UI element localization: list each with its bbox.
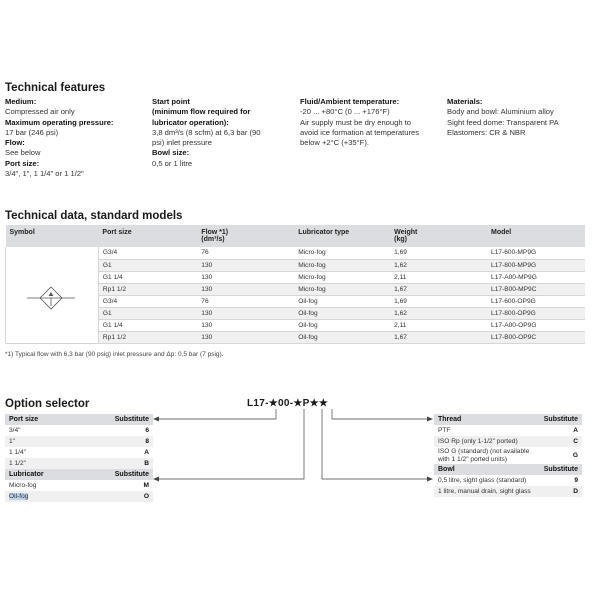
flow-cell: 76 xyxy=(197,247,294,259)
port-size-cell: Rp1 1/2 xyxy=(98,283,197,295)
header-flow-line2: (dm³/s) xyxy=(201,236,225,243)
weight-cell: 1,69 xyxy=(390,295,487,307)
bowl-connector xyxy=(322,409,428,479)
weight-cell: 2,11 xyxy=(390,271,487,283)
lubricator-type-cell: Oil-fog xyxy=(294,319,390,331)
lubricator-type-cell: Oil-fog xyxy=(294,307,390,319)
weight-cell: 1,69 xyxy=(390,247,487,259)
lubricator-connector xyxy=(158,409,304,479)
feature-text: 0,5 or 1 litre xyxy=(152,158,193,168)
flow-cell: 130 xyxy=(197,271,294,283)
thread-option: PTF xyxy=(438,427,451,434)
substitute-code: B xyxy=(105,458,153,469)
port-size-cell: G1 xyxy=(98,307,197,319)
arrowhead-left xyxy=(153,417,159,422)
bowl-option: 0,5 litre, sight glass (standard) xyxy=(438,477,527,484)
feature-text: 3,8 dm³/s (8 scfm) at 6,3 bar (90 xyxy=(152,127,261,137)
weight-cell: 2,11 xyxy=(390,319,487,331)
substitute-code: C xyxy=(540,436,582,447)
header-model: Model xyxy=(487,225,585,247)
table-body xyxy=(6,247,586,343)
header-flow-line1: Flow *1) xyxy=(201,229,229,236)
thread-option-line1: ISO G (standard) (not available xyxy=(438,448,530,455)
feature-text: Elastomers: CR & NBR xyxy=(447,127,526,137)
feature-label: Bowl size: xyxy=(152,148,190,158)
feature-text: psi) inlet pressure xyxy=(152,138,212,148)
weight-cell: 1,67 xyxy=(390,331,487,343)
bowl-option: 1 litre, manual drain, sight glass xyxy=(434,486,540,497)
flow-cell: 130 xyxy=(197,331,294,343)
lubricator-header xyxy=(5,469,153,480)
selected-text-highlight: Oil-fog xyxy=(9,493,29,500)
option-left-table xyxy=(5,414,153,502)
feature-label: Materials: xyxy=(447,97,483,106)
substitute-code: 6 xyxy=(145,427,149,434)
arrowhead-right xyxy=(427,417,433,422)
bowl-header-substitute: Substitute xyxy=(540,464,582,475)
header-port-size: Port size xyxy=(98,225,197,247)
model-cell: L17-B00-OP9C xyxy=(487,331,585,343)
feature-label: Fluid/Ambient temperature: xyxy=(300,97,400,106)
features-col-2 xyxy=(152,97,260,169)
port-size-cell: G3/4 xyxy=(98,295,197,307)
substitute-code: M xyxy=(143,482,149,489)
port-size-option: 1" xyxy=(5,436,105,447)
header-symbol: Symbol xyxy=(6,225,99,247)
standard-models-table xyxy=(5,225,585,344)
arrowhead-right xyxy=(427,477,433,482)
lubricator-type-cell: Micro-fog xyxy=(294,283,390,295)
port-size-connector xyxy=(158,409,276,419)
table-row xyxy=(6,247,586,259)
lubricator-symbol-icon xyxy=(25,284,77,312)
feature-label: Port size: xyxy=(5,158,40,168)
model-cell: L17-800-OP9G xyxy=(487,307,585,319)
lubricator-header-substitute: Substitute xyxy=(105,469,153,480)
bowl-header xyxy=(434,464,582,475)
table-footnote: *1) Typical flow with 6,3 bar (90 psig) inlet pressure and Δp: 0,5 bar (7 psig). xyxy=(5,351,224,358)
feature-text: Air supply must be dry enough to xyxy=(300,117,412,127)
list-item[interactable] xyxy=(5,480,153,491)
lubricator-option: Micro-fog xyxy=(9,482,37,489)
flow-cell: 130 xyxy=(197,307,294,319)
port-size-option: 3/4" xyxy=(9,427,21,434)
list-item[interactable] xyxy=(434,475,582,486)
feature-label: Maximum operating pressure: xyxy=(5,117,114,127)
thread-option-line2: with 1 1/2" ported units) xyxy=(438,455,508,463)
model-code: L17-★00-★P★★ xyxy=(247,398,329,409)
substitute-code: D xyxy=(540,486,582,497)
feature-text: 17 bar (246 psi) xyxy=(5,127,59,137)
model-cell: L17-A00-MP9G xyxy=(487,271,585,283)
technical-data-title: Technical data, standard models xyxy=(5,210,183,222)
lubricator-type-cell: Oil-fog xyxy=(294,331,390,343)
list-item[interactable] xyxy=(5,458,153,469)
lubricator-type-cell: Oil-fog xyxy=(294,295,390,307)
model-cell: L17-800-MP9G xyxy=(487,259,585,271)
option-right-table xyxy=(434,414,582,497)
header-lubricator-type: Lubricator type xyxy=(294,225,390,247)
feature-label: Medium: xyxy=(5,97,37,106)
feature-text: below +2°C (+35°F). xyxy=(300,138,369,148)
list-item[interactable] xyxy=(5,491,153,502)
feature-text: 3/4", 1", 1 1/4" or 1 1/2" xyxy=(5,169,84,179)
model-cell: L17-600-MP9G xyxy=(487,247,585,259)
header-weight xyxy=(390,225,487,247)
feature-text: Compressed air only xyxy=(5,107,75,117)
port-size-header-substitute: Substitute xyxy=(105,414,153,425)
feature-label: Start point xyxy=(152,97,190,106)
port-size-option: 1 1/4" xyxy=(9,449,27,456)
port-size-cell: Rp1 1/2 xyxy=(98,331,197,343)
header-weight-line1: Weight xyxy=(394,229,418,236)
thread-option xyxy=(434,447,540,464)
weight-cell: 1,62 xyxy=(390,259,487,271)
weight-cell: 1,62 xyxy=(390,307,487,319)
substitute-code: A xyxy=(573,427,578,434)
lubricator-type-cell: Micro-fog xyxy=(294,247,390,259)
flow-cell: 130 xyxy=(197,259,294,271)
bowl-header-label: Bowl xyxy=(434,464,540,475)
thread-header xyxy=(434,414,582,425)
port-size-header xyxy=(5,414,153,425)
list-item[interactable] xyxy=(434,425,582,436)
substitute-code: A xyxy=(144,449,149,456)
list-item[interactable] xyxy=(5,425,153,436)
feature-label: (minimum flow required for xyxy=(152,107,251,117)
model-cell: L17-600-OP9G xyxy=(487,295,585,307)
model-cell: L17-A00-OP9G xyxy=(487,319,585,331)
flow-cell: 130 xyxy=(197,319,294,331)
substitute-code: 8 xyxy=(105,436,153,447)
feature-label: lubricator operation): xyxy=(152,117,229,127)
list-item[interactable] xyxy=(5,436,153,447)
list-item[interactable] xyxy=(434,447,582,464)
model-cell: L17-B00-MP9C xyxy=(487,283,585,295)
option-selector-title: Option selector xyxy=(5,398,90,410)
flow-cell: 130 xyxy=(197,283,294,295)
port-size-cell: G1 1/4 xyxy=(98,271,197,283)
list-item[interactable] xyxy=(5,447,153,458)
features-col-3 xyxy=(300,97,419,148)
thread-header-substitute: Substitute xyxy=(540,414,582,425)
lubricator-header-label: Lubricator xyxy=(5,469,105,480)
table-header-row xyxy=(6,225,586,247)
port-size-cell: G1 1/4 xyxy=(98,319,197,331)
thread-option: ISO Rp (only 1-1/2" ported) xyxy=(434,436,540,447)
technical-features-title: Technical features xyxy=(5,82,106,94)
substitute-code: O xyxy=(105,491,153,502)
substitute-code: G xyxy=(572,451,578,459)
port-size-option: 1 1/2" xyxy=(5,458,105,469)
lubricator-option xyxy=(5,491,105,502)
weight-cell: 1,67 xyxy=(390,283,487,295)
port-size-cell: G3/4 xyxy=(98,247,197,259)
features-col-4 xyxy=(447,97,559,138)
feature-text: See below xyxy=(5,148,41,158)
features-col-1 xyxy=(5,97,113,179)
port-size-cell: G1 xyxy=(98,259,197,271)
lubricator-type-cell: Micro-fog xyxy=(294,259,390,271)
port-size-header-label: Port size xyxy=(5,414,105,425)
thread-header-label: Thread xyxy=(434,414,540,425)
feature-label: Flow: xyxy=(5,138,25,148)
feature-text: Sight feed dome: Transparent PA xyxy=(447,117,559,127)
header-flow xyxy=(197,225,294,247)
list-item[interactable] xyxy=(434,436,582,447)
substitute-code: 9 xyxy=(574,477,578,484)
list-item[interactable] xyxy=(434,486,582,497)
thread-connector xyxy=(332,409,428,419)
flow-cell: 76 xyxy=(197,295,294,307)
arrowhead-left xyxy=(153,477,159,482)
feature-text: Body and bowl: Aluminium alloy xyxy=(447,107,554,117)
lubricator-type-cell: Micro-fog xyxy=(294,271,390,283)
feature-text: -20 ... +80°C (0 ... +176°F) xyxy=(300,107,390,117)
header-weight-line2: (kg) xyxy=(394,236,407,243)
feature-text: avoid ice formation at temperatures xyxy=(300,127,420,137)
